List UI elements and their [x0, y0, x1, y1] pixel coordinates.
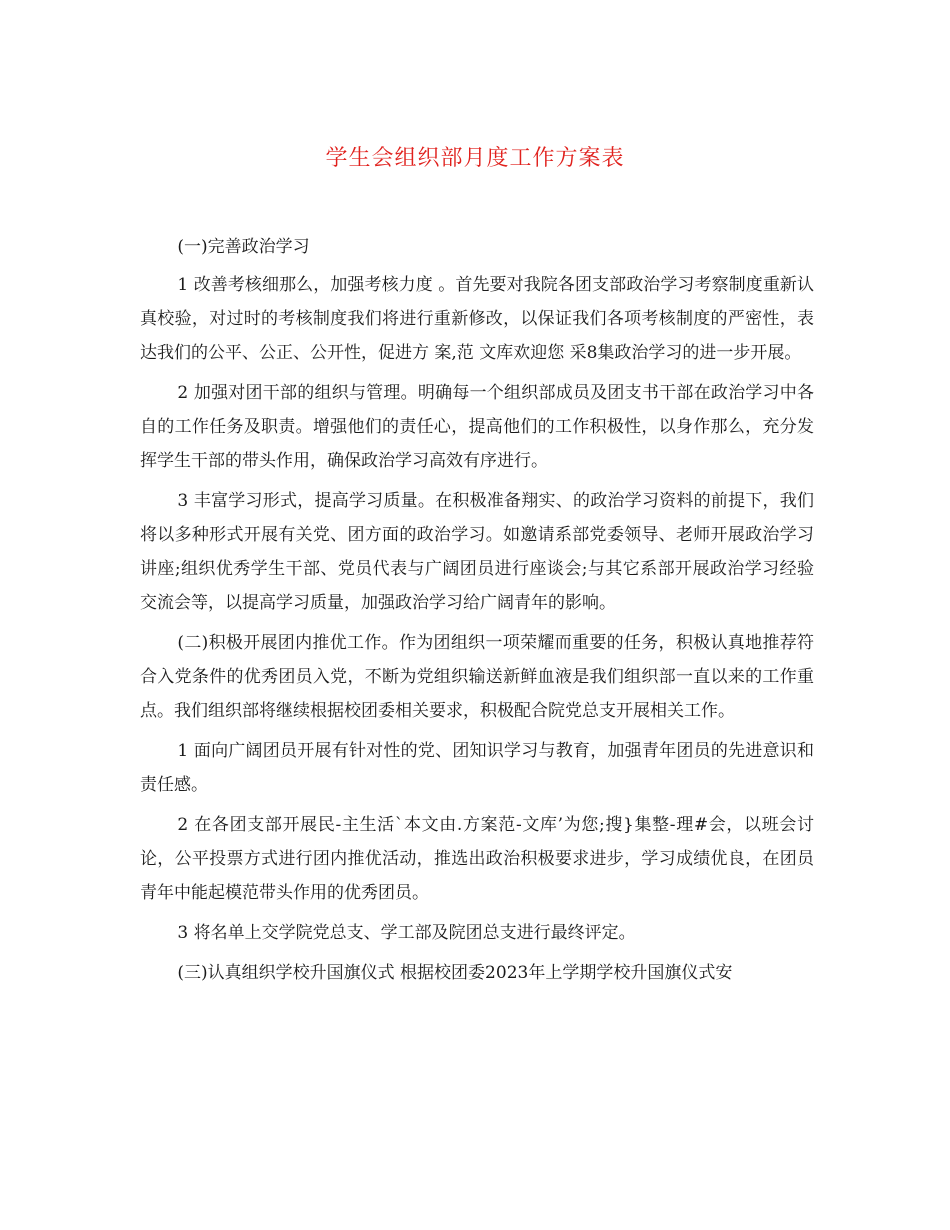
paragraph: 1 面向广阔团员开展有针对性的党、团知识学习与教育，加强青年团员的先进意识和责任感。 — [140, 741, 814, 795]
paragraph: 2 加强对团干部的组织与管理。明确每一个组织部成员及团支书干部在政治学习中各自的工作任务及职责。增强他们的责任心，提高他们的工作积极性，以身作那么，充分发挥学生干部的带头作用，确保政治学习高效有序进行。 — [140, 383, 814, 471]
paragraph: 3 丰富学习形式，提高学习质量。在积极准备翔实、的政治学习资料的前提下，我们将以多种形式开展有关党、团方面的政治学习。如邀请系部党委领导、老师开展政治学习讲座;组织优秀学生干部、党员代表与广阔团员进行座谈会;与其它系部开展政治学习经验交流会等，以提高学习质量，加强政治学习给广阔青年的影响。 — [140, 491, 814, 613]
document-title: 学生会组织部月度工作方案表 — [325, 146, 625, 171]
paragraph: 2 在各团支部开展民-主生活`本文由.方案范-文库’为您;搜}集整-理#会，以班会讨论，公平投票方式进行团内推优活动，推选出政治积极要求进步，学习成绩优良，在团员青年中能起模范带头作用的优秀团员。 — [140, 815, 814, 903]
section-heading-3: (三)认真组织学校升国旗仪式 根据校团委2023年上学期学校升国旗仪式安 — [177, 963, 733, 983]
section-heading-2: (二)积极开展团内推优工作。作为团组织一项荣耀而重要的任务，积极认真地推荐符合入党条件的优秀团员入党，不断为党组织输送新鲜血液是我们组织部一直以来的工作重点。我们组织部将继续根据校团委相关要求，积极配合院党总支开展相关工作。 — [140, 633, 814, 721]
document-body — [140, 230, 814, 996]
paragraph: 3 将名单上交学院党总支、学工部及院团总支进行最终评定。 — [177, 923, 636, 943]
section-heading-1: (一)完善政治学习 — [177, 237, 310, 257]
paragraph: 1 改善考核细那么，加强考核力度 。首先要对我院各团支部政治学习考察制度重新认真校验，对过时的考核制度我们将进行重新修改，以保证我们各项考核制度的严密性，表达我们的公平、公正、公开性，促进方 案,范 文库欢迎您 采8集政治学习的进一步开展。 — [140, 275, 814, 363]
